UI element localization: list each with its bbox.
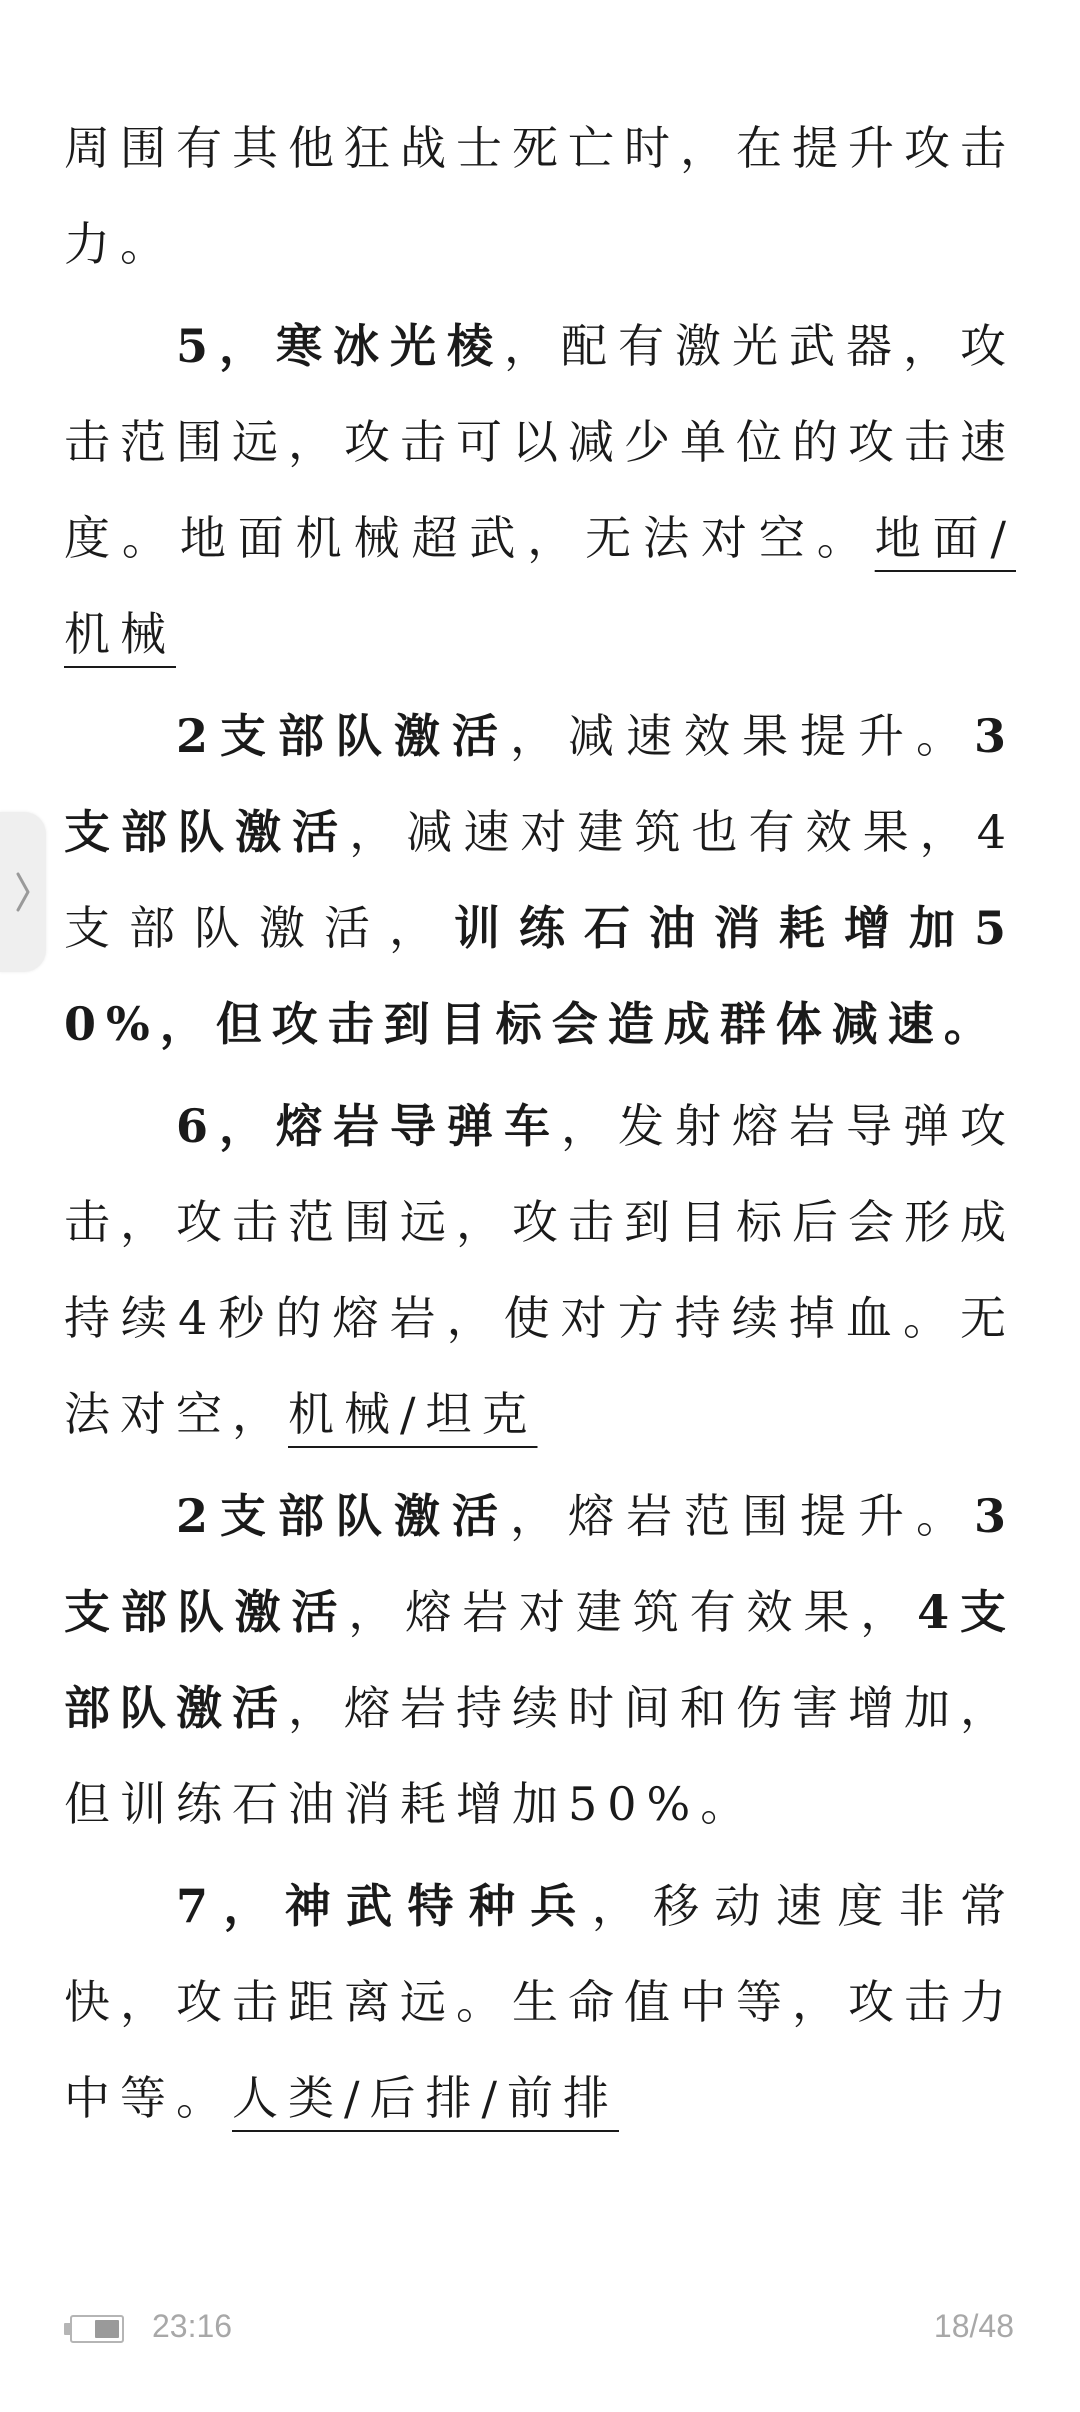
text-run: ，发射熔岩导弹攻击，攻击范围远，攻击到目标后会形成持续4秒的熔岩，使对方持续掉血。无法对空，: [64, 1099, 1016, 1441]
paragraph: [64, 100, 1016, 292]
bold-text: 2支部队激活: [176, 709, 510, 763]
reading-page[interactable]: [64, 100, 1016, 2152]
text-run: ，熔岩范围提升。: [510, 1489, 974, 1543]
tag-text: 人类/后排/前排: [232, 2071, 619, 2125]
chevron-right-icon: [12, 868, 34, 916]
tag-text: 地面/机械: [64, 511, 1016, 661]
paragraph: [64, 1468, 1016, 1852]
page-indicator: 18/48: [933, 2308, 1014, 2344]
bold-text: 3支部队激活: [64, 709, 1016, 859]
paragraph: [64, 1078, 1016, 1462]
text-run: ，配有激光武器，攻击范围远，攻击可以减少单位的攻击速度。地面机械超武，无法对空。: [64, 319, 1017, 565]
bold-text: 训练石油消耗增加50%，但攻击到目标会造成群体减速。: [64, 901, 1016, 1051]
text-run: 周围有其他狂战士死亡时，在提升攻击力。: [64, 121, 1016, 271]
paragraph: [64, 1858, 1016, 2146]
bold-text: 2支部队激活: [176, 1489, 510, 1543]
text-run: ，熔岩持续时间和伤害增加，但训练石油消耗增加50%。: [64, 1681, 1016, 1831]
paragraph: [64, 298, 1016, 682]
text-run: ，移动速度非常快，攻击距离远。生命值中等，攻击力中等。: [64, 1879, 1017, 2125]
battery-icon: [64, 2314, 124, 2344]
text-run: ，减速效果提升。: [510, 709, 974, 763]
bold-text: 7，神武特种兵: [176, 1879, 592, 1933]
bold-text: 6，熔岩导弹车: [176, 1099, 561, 1153]
paragraph: [64, 688, 1016, 1072]
bold-text: 5，寒冰光棱: [176, 319, 505, 373]
clock: 23:16: [152, 2308, 233, 2344]
reader-footer: [0, 2300, 1080, 2360]
page-turn-handle[interactable]: [0, 812, 46, 972]
text-run: ，熔岩对建筑有效果，: [348, 1585, 918, 1639]
battery-level: [95, 2320, 119, 2338]
text-run: ，减速对建筑也有效果，4支部队激活，: [64, 805, 1016, 955]
bold-text: 3支部队激活: [64, 1489, 1016, 1639]
tag-text: 机械/坦克: [288, 1387, 538, 1441]
bold-text: 4支部队激活: [64, 1585, 1017, 1735]
